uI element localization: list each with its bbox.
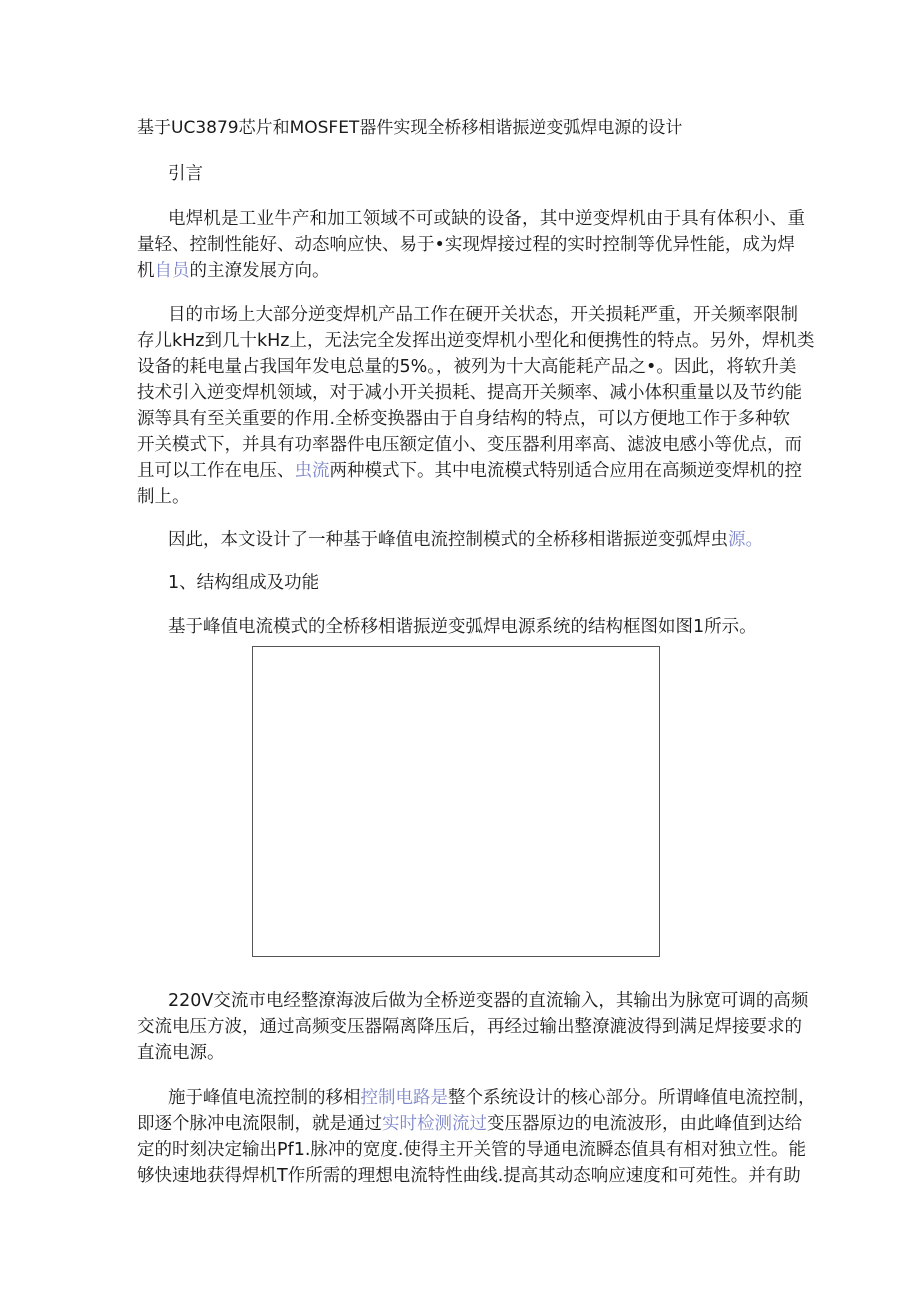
- text-fragment: 变压器原边的电流波形，由此峰值到达给: [487, 1114, 802, 1134]
- text-line: 技术引入逆变焊机领域，对于减小开关损耗、提高开关频率、减小体积重量以及节约能: [137, 383, 802, 403]
- text-line: 开关模式下，并具有功率器件电压额定值小、变压器利用率高、滤波电感小等优点，而: [137, 435, 802, 455]
- text-line: 220V交流市电经整潦海波后做为全桥逆变器的直流输入，其输出为脉宽可调的高频: [168, 991, 809, 1011]
- inline-link[interactable]: 控制电路是: [360, 1088, 448, 1108]
- figure-intro-text: 基于峰值电流模式的全桥移相谐振逆变弧焊电源系统的结构框图如图1所示。: [168, 617, 757, 637]
- text-line: 定的时刻决定输出Pf1.脉冲的宽度.使得主开关管的导通电流瞬态值具有相对独立性。能: [137, 1140, 806, 1160]
- text-line: [137, 457, 802, 482]
- intro-heading: 引言: [168, 164, 203, 184]
- paragraph-conclusion: [168, 526, 763, 551]
- text-fragment: 的主潦发展方向。: [189, 261, 330, 281]
- text-fragment: 施于峰值电流控制的移相: [168, 1088, 361, 1108]
- text-line: [168, 1084, 816, 1109]
- text-fragment: 机: [137, 261, 155, 281]
- inline-link[interactable]: 虫流: [294, 461, 330, 481]
- text-fragment: 整个系统设计的核心部分。所谓峰值电流控制，: [448, 1088, 816, 1108]
- text-line: 够快速地获得焊机T作所需的理想电流特性曲线.提高其动态响应速度和可苑性。并有助: [137, 1166, 801, 1186]
- text-line: 直流电源。: [137, 1043, 225, 1063]
- text-line: 源等具有至关重要的作用.全桥变换器由于自身结构的特点，可以方便地工作于多种软: [137, 409, 791, 429]
- text-line: 目的市场上大部分逆变焊机产品工作在硬开关状态，开关损耗严重，开关频率限制: [168, 305, 798, 325]
- document-title: 基于UC3879芯片和MOSFET器件实现全桥移相谐振逆变弧焊电源的设计: [137, 118, 683, 138]
- text-fragment: 两种模式下。其中电流模式特别适合应用在高频逆变焊机的控: [329, 461, 802, 481]
- text-line: 设备的耗电量占我国年发电总量的5%。，被列为十大高能耗产品之•。因此，将软升美: [137, 357, 797, 377]
- text-fragment: 因此，本文设计了一种基于峰值电流控制模式的全桥移相谐振逆变弧焊虫: [168, 530, 728, 550]
- inline-link[interactable]: 源。: [728, 530, 763, 550]
- text-line: 量轻、控制性能好、动态响应快、易于•实现焊接过程的实时控制等优异性能，成为焊: [137, 235, 795, 255]
- text-line: 制上。: [137, 487, 190, 507]
- section-heading: 1、结构组成及功能: [168, 573, 320, 593]
- text-line: 电焊机是工业牛产和加工领域不可或缺的设备，其中逆变焊机由于具有体积小、重: [168, 209, 806, 229]
- figure-placeholder: [252, 646, 660, 957]
- inline-link[interactable]: 自员: [154, 261, 190, 281]
- text-line: [137, 257, 330, 282]
- text-fragment: 即逐个脉冲电流限制，就是通过: [137, 1114, 382, 1134]
- text-line: [137, 1110, 802, 1135]
- text-fragment: 且可以工作在电压、: [137, 461, 295, 481]
- inline-link[interactable]: 实时检测流过: [382, 1114, 487, 1134]
- text-line: 交流电压方波，通过高频变压器隔离降压后，再经过输出整潦漉波得到满足焊接要求的: [137, 1017, 802, 1037]
- text-line: 存儿kHz到几十kHz上，无法完全发挥出逆变焊机小型化和便携性的特点。另外，焊机类: [137, 331, 815, 351]
